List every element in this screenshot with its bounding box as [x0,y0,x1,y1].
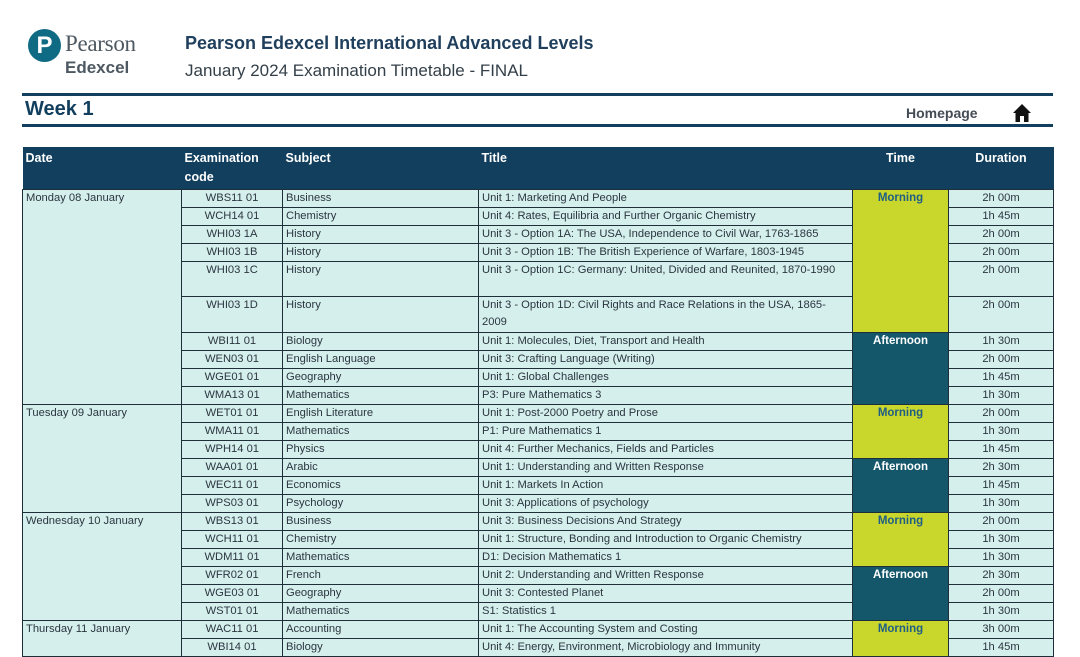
exam-title: Unit 1: Global Challenges [479,368,853,386]
exam-title: Unit 3 - Option 1C: Germany: United, Divided and Reunited, 1870-1990 [479,262,853,297]
duration: 1h 30m [949,530,1054,548]
table-row [23,512,1054,530]
duration: 2h 30m [949,458,1054,476]
exam-title: Unit 2: Understanding and Written Response [479,566,853,584]
subject: History [283,226,479,244]
subject: Biology [283,332,479,350]
exam-code: WBS13 01 [182,512,283,530]
col-title: Title [479,147,853,190]
exam-timetable [22,147,1054,657]
subject: History [283,297,479,332]
col-subject: Subject [283,147,479,190]
duration: 2h 00m [949,297,1054,332]
exam-code: WCH14 01 [182,208,283,226]
exam-title: Unit 1: The Accounting System and Costing [479,620,853,638]
subject: English Language [283,350,479,368]
logo-subbrand: Edexcel [65,58,130,77]
duration: 2h 00m [949,190,1054,208]
exam-title: P1: Pure Mathematics 1 [479,422,853,440]
exam-title: P3: Pure Mathematics 3 [479,386,853,404]
duration: 1h 45m [949,208,1054,226]
subject: Business [283,190,479,208]
exam-title: Unit 3: Applications of psychology [479,494,853,512]
session-morning: Morning [853,620,949,656]
duration: 1h 30m [949,422,1054,440]
session-afternoon: Afternoon [853,458,949,512]
exam-code: WFR02 01 [182,566,283,584]
subject: Accounting [283,620,479,638]
table-header-row [23,147,1054,190]
duration: 1h 45m [949,476,1054,494]
exam-code: WST01 01 [182,602,283,620]
duration: 1h 45m [949,368,1054,386]
exam-date: Monday 08 January [23,190,182,405]
table-row [23,620,1054,638]
duration: 3h 00m [949,620,1054,638]
exam-title: D1: Decision Mathematics 1 [479,548,853,566]
session-morning: Morning [853,190,949,333]
exam-code: WBI11 01 [182,332,283,350]
col-exam-code: Examination code [182,147,283,190]
duration: 2h 00m [949,262,1054,297]
exam-code: WHI03 1A [182,226,283,244]
exam-title: Unit 4: Further Mechanics, Fields and Particles [479,440,853,458]
exam-code: WGE03 01 [182,584,283,602]
divider-bottom [22,124,1053,127]
exam-code: WDM11 01 [182,548,283,566]
subject: Geography [283,584,479,602]
duration: 2h 00m [949,404,1054,422]
exam-title: Unit 3 - Option 1B: The British Experience of Warfare, 1803-1945 [479,244,853,262]
exam-code: WEN03 01 [182,350,283,368]
subject: Chemistry [283,530,479,548]
subject: Mathematics [283,548,479,566]
subject: Biology [283,638,479,656]
subject: Business [283,512,479,530]
duration: 1h 45m [949,638,1054,656]
divider-top [22,93,1053,96]
homepage-link[interactable]: Homepage [906,105,978,121]
duration: 1h 45m [949,440,1054,458]
subject: History [283,244,479,262]
exam-date: Wednesday 10 January [23,512,182,620]
duration: 2h 00m [949,350,1054,368]
col-time: Time [853,147,949,190]
exam-title: Unit 3: Business Decisions And Strategy [479,512,853,530]
table-row [23,190,1054,208]
exam-title: Unit 3 - Option 1D: Civil Rights and Race Relations in the USA, 1865-2009 [479,297,853,332]
duration: 2h 30m [949,566,1054,584]
pearson-edexcel-logo [28,27,158,83]
subject: Mathematics [283,602,479,620]
exam-title: Unit 1: Understanding and Written Response [479,458,853,476]
exam-code: WGE01 01 [182,368,283,386]
subject: Mathematics [283,422,479,440]
exam-title: Unit 3: Contested Planet [479,584,853,602]
exam-code: WPH14 01 [182,440,283,458]
subject: Psychology [283,494,479,512]
week-heading: Week 1 [25,98,94,120]
col-date: Date [23,147,182,190]
subject: Geography [283,368,479,386]
exam-code: WEC11 01 [182,476,283,494]
document-subtitle: January 2024 Examination Timetable - FINAL [185,61,529,80]
subject: French [283,566,479,584]
col-duration: Duration [949,147,1054,190]
subject: English Literature [283,404,479,422]
exam-code: WAA01 01 [182,458,283,476]
exam-code: WPS03 01 [182,494,283,512]
exam-title: Unit 1: Structure, Bonding and Introduction to Organic Chemistry [479,530,853,548]
exam-code: WCH11 01 [182,530,283,548]
duration: 1h 30m [949,602,1054,620]
exam-title: Unit 4: Energy, Environment, Microbiology and Immunity [479,638,853,656]
home-icon[interactable] [1012,103,1032,123]
exam-date: Tuesday 09 January [23,404,182,512]
exam-date: Thursday 11 January [23,620,182,656]
exam-title: S1: Statistics 1 [479,602,853,620]
table-row [23,404,1054,422]
exam-code: WMA13 01 [182,386,283,404]
duration: 2h 00m [949,244,1054,262]
subject: Chemistry [283,208,479,226]
subject: Arabic [283,458,479,476]
pearson-logo-mark: P [28,29,61,62]
exam-code: WHI03 1B [182,244,283,262]
exam-title: Unit 1: Post-2000 Poetry and Prose [479,404,853,422]
subject: History [283,262,479,297]
subject: Mathematics [283,386,479,404]
exam-title: Unit 1: Marketing And People [479,190,853,208]
session-afternoon: Afternoon [853,332,949,404]
duration: 2h 00m [949,226,1054,244]
subject: Economics [283,476,479,494]
exam-title: Unit 1: Markets In Action [479,476,853,494]
subject: Physics [283,440,479,458]
exam-code: WBI14 01 [182,638,283,656]
exam-code: WET01 01 [182,404,283,422]
exam-code: WHI03 1D [182,297,283,332]
duration: 2h 00m [949,512,1054,530]
duration: 1h 30m [949,548,1054,566]
exam-title: Unit 3: Crafting Language (Writing) [479,350,853,368]
logo-wordmark: Pearson [65,31,136,56]
exam-code: WMA11 01 [182,422,283,440]
exam-title: Unit 3 - Option 1A: The USA, Independence to Civil War, 1763-1865 [479,226,853,244]
exam-code: WBS11 01 [182,190,283,208]
exam-title: Unit 4: Rates, Equilibria and Further Organic Chemistry [479,208,853,226]
duration: 1h 30m [949,332,1054,350]
exam-title: Unit 1: Molecules, Diet, Transport and Health [479,332,853,350]
duration: 1h 30m [949,494,1054,512]
session-morning: Morning [853,512,949,566]
session-afternoon: Afternoon [853,566,949,620]
exam-code: WHI03 1C [182,262,283,297]
duration: 1h 30m [949,386,1054,404]
exam-code: WAC11 01 [182,620,283,638]
session-morning: Morning [853,404,949,458]
document-title: Pearson Edexcel International Advanced Levels [185,33,594,53]
duration: 2h 00m [949,584,1054,602]
